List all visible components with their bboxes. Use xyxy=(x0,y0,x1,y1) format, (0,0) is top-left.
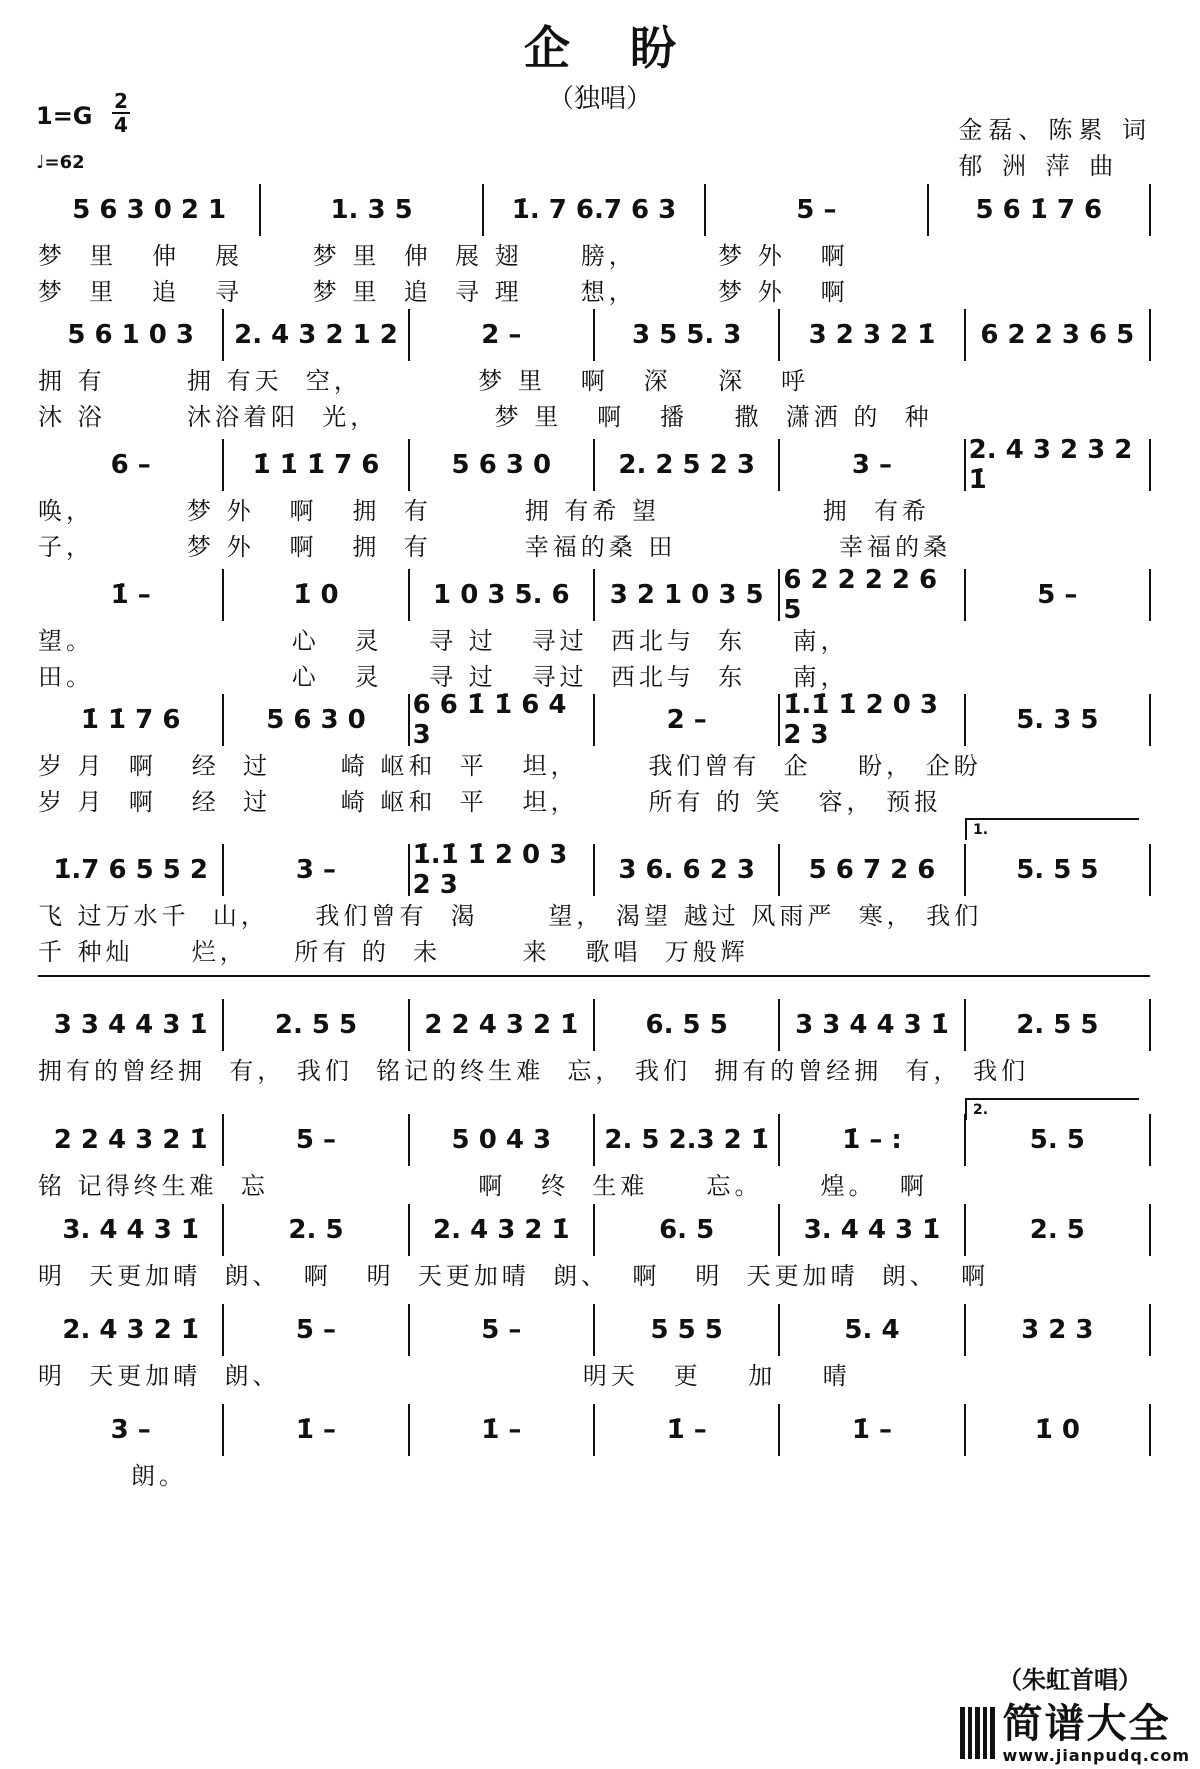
bar-line xyxy=(778,999,780,1051)
measure: 6 – xyxy=(110,450,151,480)
measure: 3 – xyxy=(295,855,337,885)
lyric-line: 朗。 xyxy=(38,1462,188,1490)
measure: 2. 4 3 2 3 2 1̇ xyxy=(968,435,1133,495)
notes-line xyxy=(38,1400,1150,1460)
bar-line xyxy=(964,309,966,361)
bar-line xyxy=(593,694,595,746)
bar-line xyxy=(778,309,780,361)
bar-line xyxy=(1149,694,1151,746)
bar-line xyxy=(222,1304,224,1356)
lyric-line: 明 天更加晴 朗、 啊 明 天更加晴 朗、 啊 明 天更加晴 朗、 啊 xyxy=(38,1262,990,1290)
measure: 3 3 4 4 3 1̇ xyxy=(53,1010,208,1040)
measure: 3 2 3 xyxy=(1021,1315,1094,1345)
song-subtitle: （独唱） xyxy=(547,84,652,114)
measure: 3 2 3 2 1̇ xyxy=(808,320,936,350)
measure: 2 2 4 3 2 1̇ xyxy=(53,1125,208,1155)
volta-first-ending: 1. xyxy=(965,818,1139,840)
measure: 6. 5 xyxy=(659,1215,715,1245)
bar-line xyxy=(964,1304,966,1356)
measure: 1̇.1̇ 1̇ 2 0 3 2 3 xyxy=(783,690,938,750)
measure: 5. 4 xyxy=(844,1315,900,1345)
notes-line xyxy=(38,690,1150,750)
measure: 6 6 1̇ 1̇ 6 4 3 xyxy=(412,690,567,750)
bar-line xyxy=(1149,309,1151,361)
bar-line xyxy=(408,439,410,491)
measure: 5 6 3 0 xyxy=(266,705,366,735)
lyric-line: 望。 心 灵 寻 过 寻过 西北与 东 南， xyxy=(38,627,849,655)
measure: 3 – xyxy=(110,1415,151,1445)
bar-line xyxy=(259,184,261,236)
measure: 2. 5 5 xyxy=(1016,1010,1099,1040)
bar-line xyxy=(964,439,966,491)
notes-line xyxy=(38,1200,1150,1260)
lyric-line: 沐 浴 沐浴着阳 光， 梦 里 啊 播 撒 潇洒 的 种 xyxy=(38,403,933,431)
bar-line xyxy=(593,439,595,491)
bar-line xyxy=(1149,999,1151,1051)
lyric-line: 唤， 梦 外 啊 拥 有 拥 有希 望 拥 有希 xyxy=(38,497,931,525)
measure: 1̇.1̇ 1̇ 2 0 3 2 3 xyxy=(412,840,568,900)
measure: 1 0 3 5. 6 xyxy=(433,580,570,610)
measure: 5 6 7 2 6 xyxy=(808,855,936,885)
bar-line xyxy=(408,694,410,746)
bar-line xyxy=(778,1114,780,1166)
measure: 3. 4 4 3 1̇ xyxy=(62,1215,199,1245)
measure: 1̇ – xyxy=(481,1415,522,1445)
lyric-line: 拥 有 拥 有天 空， 梦 里 啊 深 深 呼 xyxy=(38,367,810,395)
bar-line xyxy=(593,1404,595,1456)
measure: 5 – xyxy=(796,195,837,225)
measure: 1̇ – xyxy=(295,1415,337,1445)
bar-line xyxy=(778,694,780,746)
measure: 2. 5 xyxy=(288,1215,344,1245)
measure: 5 0 4 3 xyxy=(451,1125,552,1155)
bar-line xyxy=(408,1304,410,1356)
bar-line xyxy=(222,309,224,361)
measure: 3 – xyxy=(851,450,893,480)
bar-line xyxy=(1149,1204,1151,1256)
lyric-line: 梦 里 追 寻 梦 里 追 寻 理 想， 梦 外 啊 xyxy=(38,278,849,306)
key-signature: 1=G xyxy=(36,102,93,130)
measure: 1̇ 0 xyxy=(293,580,339,610)
bar-line xyxy=(593,309,595,361)
measure: 3 5 5. 3 xyxy=(631,320,742,350)
bar-line xyxy=(222,1204,224,1256)
lyric-line: 梦 里 伸 展 梦 里 伸 展 翅 膀， 梦 外 啊 xyxy=(38,242,849,270)
measure: 3 3 4 4 3 1̇ xyxy=(795,1010,949,1040)
bar-line xyxy=(778,844,780,896)
measure: 5 6 3 0 xyxy=(451,450,552,480)
site-logo xyxy=(960,1700,1190,1766)
measure: 5 – xyxy=(481,1315,522,1345)
notes-line xyxy=(38,180,1150,240)
performer-note: （朱虹首唱） xyxy=(998,1665,1142,1694)
bar-line xyxy=(222,694,224,746)
bar-line xyxy=(1149,184,1151,236)
bar-line xyxy=(408,309,410,361)
lyric-line: 飞 过万水千 山， 我们曾有 渴 望， 渴望 越过 风雨严 寒， 我们 xyxy=(38,902,983,930)
bar-line xyxy=(593,569,595,621)
bar-line xyxy=(1149,569,1151,621)
bar-line xyxy=(964,999,966,1051)
bar-line xyxy=(964,694,966,746)
logo-url: www.jianpudq.com xyxy=(1002,1745,1190,1765)
measure: 2. 4 3 2 1̇ xyxy=(433,1215,570,1245)
volta-second-ending: 2. xyxy=(965,1098,1139,1120)
lyric-line: 铭 记得终生难 忘 啊 终 生难 忘。 煌。 啊 xyxy=(38,1172,928,1200)
bar-line xyxy=(222,1404,224,1456)
measure: 3 6. 6 2 3 xyxy=(618,855,755,885)
lyricist: 金磊、陈累 词 xyxy=(958,116,1152,144)
time-signature xyxy=(112,90,130,136)
lyric-line: 拥有的曾经拥 有， 我们 铭记的终生难 忘， 我们 拥有的曾经拥 有， 我们 xyxy=(38,1057,1030,1085)
bar-line xyxy=(778,439,780,491)
notes-line xyxy=(38,1300,1150,1360)
bar-line xyxy=(222,844,224,896)
lyric-line: 子， 梦 外 啊 拥 有 幸福的桑 田 幸福的桑 xyxy=(38,533,952,561)
bar-line xyxy=(222,569,224,621)
time-top: 2 xyxy=(114,89,128,113)
composer: 郁 洲 萍 曲 xyxy=(958,152,1120,180)
bar-line xyxy=(704,184,706,236)
bar-line xyxy=(593,1304,595,1356)
measure: 5 6 3 0 2 1 xyxy=(72,195,227,225)
bar-line xyxy=(1149,439,1151,491)
measure: 2. 5 xyxy=(1029,1215,1085,1245)
bar-line xyxy=(408,1204,410,1256)
notes-line xyxy=(38,995,1150,1055)
measure: 6 2 2 3 6 5 xyxy=(980,320,1135,350)
bar-line xyxy=(593,844,595,896)
bar-line xyxy=(778,569,780,621)
bar-line xyxy=(408,999,410,1051)
lyric-line: 明 天更加晴 朗、 明天 更 加 晴 xyxy=(38,1362,851,1390)
bar-line xyxy=(222,439,224,491)
bar-line xyxy=(927,184,929,236)
measure: 2 – xyxy=(481,320,522,350)
notes-line xyxy=(38,305,1150,365)
lyric-line: 岁 月 啊 经 过 崎 岖和 平 坦， 所有 的 笑 容， 预报 xyxy=(38,788,943,816)
bar-line xyxy=(778,1204,780,1256)
measure: 5. 5 5 xyxy=(1016,855,1099,885)
bar-line xyxy=(964,1204,966,1256)
bar-line xyxy=(593,1114,595,1166)
tempo-marking: ♩=62 xyxy=(36,152,85,173)
measure: 2. 5 2.3 2 1̇ xyxy=(604,1125,769,1155)
measure: 1̇.7 6 5 5 2 xyxy=(53,855,208,885)
measure: 1̇ 1̇ 1̇ 7 6 xyxy=(252,450,380,480)
piano-keys-icon xyxy=(960,1707,994,1759)
bar-line xyxy=(1149,1304,1151,1356)
measure: 5 6 1̇ 7 6 xyxy=(975,195,1103,225)
measure: 5. 3 5 xyxy=(1016,705,1099,735)
bar-line xyxy=(222,1114,224,1166)
lyric-line: 田。 心 灵 寻 过 寻过 西北与 东 南， xyxy=(38,663,849,691)
bar-line xyxy=(1149,1404,1151,1456)
measure: 1̇. 7 6.7 6 3 xyxy=(511,195,677,225)
notes-line xyxy=(38,565,1150,625)
measure: 1̇ 0 xyxy=(1034,1415,1080,1445)
lyric-line: 岁 月 啊 经 过 崎 岖和 平 坦， 我们曾有 企 盼， 企盼 xyxy=(38,752,982,780)
measure: 2. 4 3 2 1̇ xyxy=(62,1315,199,1345)
bar-line xyxy=(778,1404,780,1456)
measure: 1̇ – xyxy=(666,1415,707,1445)
measure: 5 – xyxy=(1037,580,1078,610)
bar-line xyxy=(222,999,224,1051)
measure: 2. 2 5 2 3 xyxy=(618,450,755,480)
measure: 6. 5 5 xyxy=(645,1010,728,1040)
measure: 5 – xyxy=(295,1315,337,1345)
measure: 2 – xyxy=(666,705,707,735)
measure: 1. 3 5 xyxy=(330,195,413,225)
section-divider xyxy=(38,975,1150,977)
notes-line xyxy=(38,435,1150,495)
song-title: 企盼 xyxy=(524,21,736,75)
bar-line xyxy=(482,184,484,236)
bar-line xyxy=(408,1114,410,1166)
lyric-line: 千 种灿 烂， 所有 的 未 来 歌唱 万般辉 xyxy=(38,938,749,966)
measure: 2. 4 3 2 1 2 xyxy=(234,320,398,350)
measure: 2 2 4 3 2 1̇ xyxy=(424,1010,579,1040)
bar-line xyxy=(778,1304,780,1356)
measure: 5. 5 xyxy=(1029,1125,1085,1155)
measure: 1̇ – xyxy=(110,580,151,610)
bar-line xyxy=(964,844,966,896)
logo-name: 简谱大全 xyxy=(1002,1700,1171,1747)
bar-line xyxy=(964,1404,966,1456)
bar-line xyxy=(1149,844,1151,896)
bar-line xyxy=(408,569,410,621)
measure: 3. 4 4 3 1̇ xyxy=(803,1215,941,1245)
credits xyxy=(958,112,1152,184)
measure: 3 2 1 0 3 5 xyxy=(609,580,764,610)
bar-line xyxy=(408,1404,410,1456)
measure: 2. 5 5 xyxy=(274,1010,358,1040)
bar-line xyxy=(1149,1114,1151,1166)
measure: 6 2 2 2 2 6 5 xyxy=(783,565,938,625)
measure: 5 5 5 xyxy=(650,1315,723,1345)
measure: 1̇ – xyxy=(851,1415,893,1445)
bar-line xyxy=(408,844,410,896)
bar-line xyxy=(964,1114,966,1166)
time-bottom: 4 xyxy=(114,113,128,137)
bar-line xyxy=(593,999,595,1051)
measure: 5 – xyxy=(295,1125,337,1155)
measure: 1̇ 1̇ 7 6 xyxy=(80,705,181,735)
measure: 5 6 1 0 3 xyxy=(67,320,194,350)
bar-line xyxy=(593,1204,595,1256)
notes-line xyxy=(38,840,1150,900)
bar-line xyxy=(964,569,966,621)
measure: 1̇ – : xyxy=(842,1125,902,1155)
